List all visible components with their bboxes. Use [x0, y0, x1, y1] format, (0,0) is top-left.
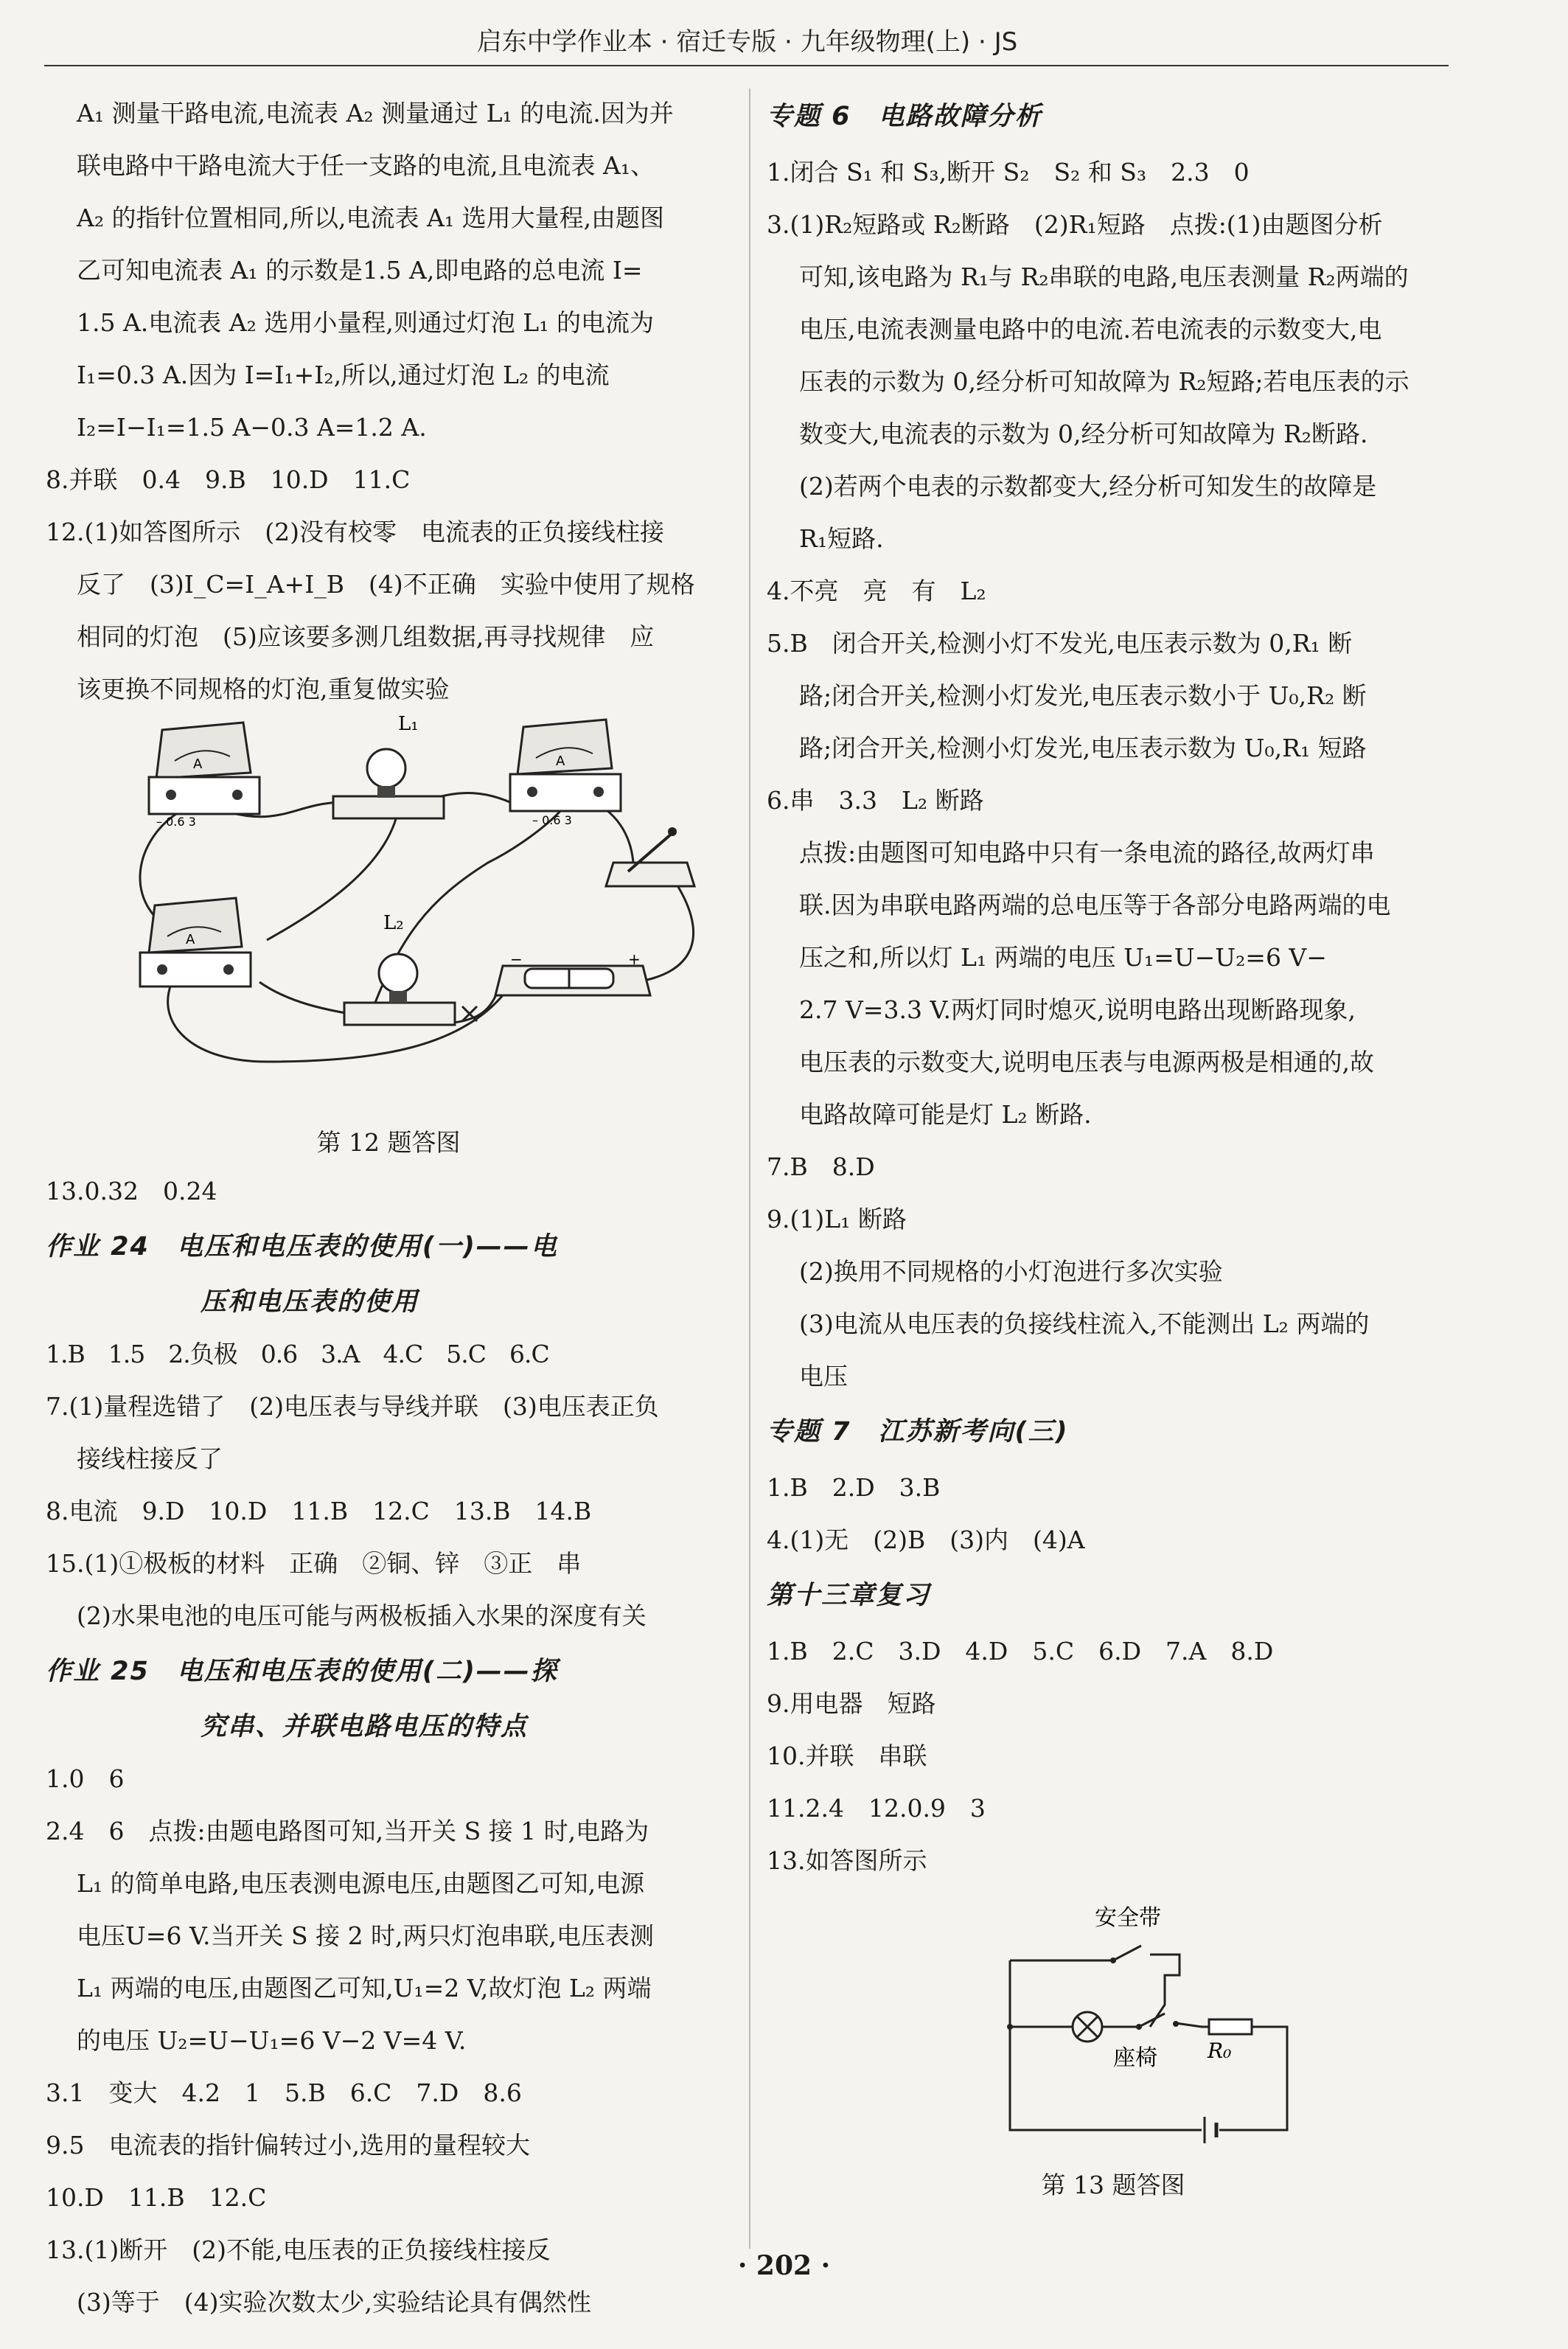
text-line: 1.B 2.C 3.D 4.D 5.C 6.D 7.A 8.D	[767, 1637, 1274, 1666]
text-line: 13.如答图所示	[767, 1846, 927, 1875]
text-line: 电压	[799, 1362, 848, 1391]
section-title-hw24: 作业 24 电压和电压表的使用(一)——电	[46, 1232, 558, 1262]
circuit-diagram-13	[767, 1887, 1460, 2163]
text-line: 相同的灯泡 (5)应该要多测几组数据,再寻找规律 应	[77, 622, 655, 651]
text-line: (2)换用不同规格的小灯泡进行多次实验	[799, 1257, 1223, 1286]
ammeter-scale-label: – 0.6 3	[156, 815, 196, 829]
text-line: 乙可知电流表 A₁ 的示数是1.5 A,即电路的总电流 I=	[77, 256, 643, 285]
text-line: 可知,该电路为 R₁与 R₂串联的电路,电压表测量 R₂两端的	[799, 262, 1409, 291]
section-title-ch13: 第十三章复习	[767, 1581, 931, 1610]
text-line: 9.用电器 短路	[767, 1689, 936, 1718]
text-line: 10.并联 串联	[767, 1741, 927, 1770]
text-line: A₂ 的指针位置相同,所以,电流表 A₁ 选用大量程,由题图	[77, 203, 665, 232]
svg-text:A: A	[556, 754, 565, 769]
text-line: 路;闭合开关,检测小灯发光,电压表示数小于 U₀,R₂ 断	[799, 681, 1367, 710]
text-line: 1.B 2.D 3.B	[767, 1473, 941, 1502]
page-number: · 202 ·	[737, 2250, 831, 2281]
column-divider	[749, 88, 750, 2249]
answer-q13: 13.0.32 0.24	[46, 1177, 217, 1205]
text-line: 路;闭合开关,检测小灯发光,电压表示数为 U₀,R₁ 短路	[799, 734, 1367, 762]
text-line: 电压,电流表测量电路中的电流.若电流表的示数变大,电	[799, 315, 1382, 344]
text-line: 该更换不同规格的灯泡,重复做实验	[77, 675, 450, 703]
battery-symbol	[1205, 2117, 1216, 2143]
left-column	[46, 87, 731, 2328]
text-line: 电压表的示数变大,说明电压表与电源两极是相通的,故	[799, 1048, 1374, 1076]
lamp-symbol	[1073, 2012, 1102, 2042]
label-r0: R₀	[1208, 2039, 1232, 2063]
text-line: 1.0 6	[46, 1764, 125, 1793]
text-line: 反了 (3)I_C=I_A+I_B (4)不正确 实验中使用了规格	[77, 570, 695, 599]
resistor-r0	[1209, 2019, 1252, 2034]
text-line: 数变大,电流表的示数为 0,经分析可知故障为 R₂断路.	[799, 420, 1368, 448]
text-line: 9.(1)L₁ 断路	[767, 1205, 907, 1233]
header-rule	[44, 65, 1449, 66]
text-line: 8.电流 9.D 10.D 11.B 12.C 13.B 14.B	[46, 1497, 592, 1525]
text-line: I₁=0.3 A.因为 I=I₁+I₂,所以,通过灯泡 L₂ 的电流	[77, 361, 610, 389]
section-title-hw25: 作业 25 电压和电压表的使用(二)——探	[46, 1657, 558, 1686]
switch	[606, 827, 694, 886]
text-line: 电路故障可能是灯 L₂ 断路.	[799, 1100, 1092, 1129]
label-l1: L₁	[398, 715, 419, 735]
section-title-hw24-cont: 压和电压表的使用	[201, 1287, 419, 1317]
page-header: 启东中学作业本 · 宿迁专版 · 九年级物理(上) · JS	[476, 27, 1018, 57]
text-line: 13.(1)断开 (2)不能,电压表的正负接线柱接反	[46, 2235, 551, 2264]
svg-text:+: +	[628, 950, 641, 968]
text-line: 2.7 V=3.3 V.两灯同时熄灭,说明电路出现断路现象,	[799, 995, 1356, 1024]
text-line: L₁ 的简单电路,电压表测电源电压,由题图乙可知,电源	[77, 1869, 645, 1898]
answer-q8: 8.并联 0.4 9.B 10.D 11.C	[46, 465, 411, 494]
ammeter-a2	[510, 720, 621, 827]
figure-12-circuit	[46, 715, 731, 1121]
section-title-topic6: 专题 6 电路故障分析	[767, 102, 1042, 131]
ammeter-a	[140, 898, 251, 986]
battery	[495, 950, 650, 995]
text-line: 1.B 1.5 2.负极 0.6 3.A 4.C 5.C 6.C	[46, 1340, 549, 1368]
text-line: 的电压 U₂=U−U₁=6 V−2 V=4 V.	[77, 2026, 467, 2055]
text-line: 3.(1)R₂短路或 R₂断路 (2)R₁短路 点拨:(1)由题图分析	[767, 210, 1383, 239]
lamp-l1	[333, 715, 444, 818]
ammeter-scale-label: – 0.6 3	[532, 813, 572, 827]
text-line: R₁短路.	[799, 524, 884, 553]
right-column	[767, 87, 1460, 2207]
text-line: 6.串 3.3 L₂ 断路	[767, 786, 984, 815]
text-line: 联电路中干路电流大于任一支路的电流,且电流表 A₁、	[77, 151, 655, 180]
text-line: 4.不亮 亮 有 L₂	[767, 577, 986, 605]
lamp-l2	[344, 912, 455, 1025]
text-line: A₁ 测量干路电流,电流表 A₂ 测量通过 L₁ 的电流.因为并	[77, 99, 674, 128]
label-seat: 座椅	[1113, 2045, 1157, 2071]
text-line: 3.1 变大 4.2 1 5.B 6.C 7.D 8.6	[46, 2078, 522, 2107]
svg-text:A: A	[193, 756, 203, 772]
text-line: (2)若两个电表的示数都变大,经分析可知发生的故障是	[799, 472, 1377, 501]
text-line: 7.B 8.D	[767, 1152, 875, 1181]
section-title-topic7: 专题 7 江苏新考向(三)	[767, 1417, 1069, 1447]
label-l2: L₂	[383, 912, 404, 934]
text-line: (3)等于 (4)实验次数太少,实验结论具有偶然性	[77, 2288, 591, 2317]
text-line: 点拨:由题图可知电路中只有一条电流的路径,故两灯串	[799, 838, 1375, 867]
text-line: 10.D 11.B 12.C	[46, 2183, 267, 2212]
text-line: 4.(1)无 (2)B (3)内 (4)A	[767, 1525, 1085, 1554]
svg-text:A: A	[186, 932, 195, 947]
text-line: (2)水果电池的电压可能与两极板插入水果的深度有关	[77, 1601, 647, 1630]
section-title-hw25-cont: 究串、并联电路电压的特点	[201, 1712, 529, 1741]
text-line: 压表的示数为 0,经分析可知故障为 R₂短路;若电压表的示	[799, 367, 1410, 396]
ammeter-a1	[149, 723, 259, 829]
circuit-diagram-12	[46, 715, 731, 1121]
text-line: 2.4 6 点拨:由题电路图可知,当开关 S 接 1 时,电路为	[46, 1817, 649, 1845]
answer-q12: 12.(1)如答图所示 (2)没有校零 电流表的正负接线柱接	[46, 518, 664, 546]
text-line: 11.2.4 12.0.9 3	[767, 1794, 986, 1823]
text-line: 接线柱接反了	[77, 1444, 223, 1473]
text-line: 压之和,所以灯 L₁ 两端的电压 U₁=U−U₂=6 V−	[799, 943, 1327, 972]
text-line: 联.因为串联电路两端的总电压等于各部分电路两端的电	[799, 891, 1391, 919]
svg-text:−: −	[510, 950, 523, 968]
figure-13-circuit	[767, 1887, 1460, 2163]
text-line: 电压U=6 V.当开关 S 接 2 时,两只灯泡串联,电压表测	[77, 1921, 655, 1950]
figure-12-caption: 第 12 题答图	[316, 1128, 461, 1157]
text-line: 1.5 A.电流表 A₂ 选用小量程,则通过灯泡 L₁ 的电流为	[77, 308, 654, 337]
label-seat-belt: 安全带	[1095, 1905, 1161, 1931]
text-line: 15.(1)①极板的材料 正确 ②铜、锌 ③正 串	[46, 1549, 582, 1578]
text-line: 7.(1)量程选错了 (2)电压表与导线并联 (3)电压表正负	[46, 1392, 659, 1421]
text-line: 5.B 闭合开关,检测小灯不发光,电压表示数为 0,R₁ 断	[767, 629, 1353, 658]
text-line: 9.5 电流表的指针偏转过小,选用的量程较大	[46, 2131, 530, 2160]
text-line: (3)电流从电压表的负接线柱流入,不能测出 L₂ 两端的	[799, 1309, 1370, 1338]
text-line: L₁ 两端的电压,由题图乙可知,U₁=2 V,故灯泡 L₂ 两端	[77, 1974, 652, 2002]
text-line: I₂=I−I₁=1.5 A−0.3 A=1.2 A.	[77, 413, 427, 442]
text-line: 1.闭合 S₁ 和 S₃,断开 S₂ S₂ 和 S₃ 2.3 0	[767, 158, 1250, 187]
figure-13-caption: 第 13 题答图	[1041, 2171, 1185, 2199]
